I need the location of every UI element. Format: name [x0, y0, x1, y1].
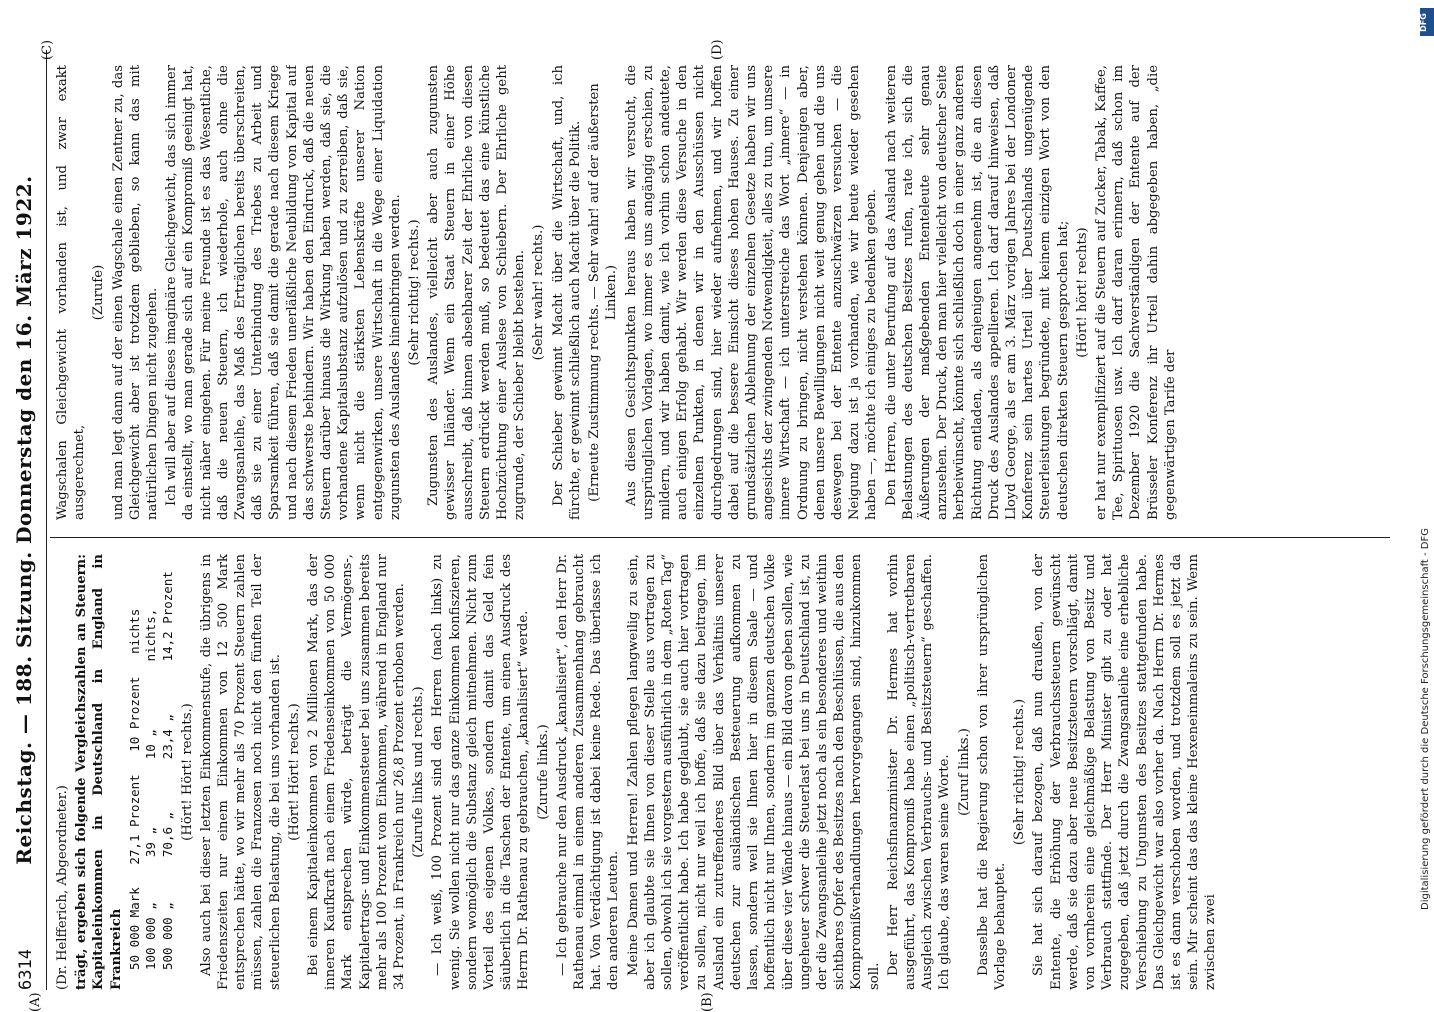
table-row: 100 000 „ 39 „ 10 „ nichts,: [143, 608, 159, 970]
tax-comparison-table: [127, 554, 177, 970]
margin-marker-c: (C): [40, 39, 55, 60]
paragraph: Sie hat sich darauf bezogen, daß nun draußen, von der Entente, die Erhöhung der Verbrauchssteuern gewünscht werde, daß sie dazu aber neue Besitzsteuern vorschlägt, damit von vornherein eine gleichmäßige Belastung von Besitz und Verbrauch stattfinde. Der Herr Minister gibt zu oder hat zugegeben, daß jetzt durch die Zwangsanleihe eine erhebliche Verschiebung zu Ungunsten des Besitzes stattgefunden habe. Das Gleichgewicht war also vorher da. Nach Herrn Dr. Hermes ist es dann verschoben worden, und trotzdem soll es jetzt da sein. Mir scheint das das kleine Hexeneinmaleins zu sein. Wenn zwischen zwei: [1031, 554, 1219, 990]
interjection: (Hört! Hört! rechts.): [179, 703, 195, 841]
dfg-logo: DFG: [1420, 8, 1434, 36]
header-rule: [46, 50, 47, 990]
interjection: (Erneute Zustimmung rechts. — Sehr wahr! auf der äußersten Linken.): [587, 83, 620, 502]
margin-marker-a: (A): [28, 992, 43, 1012]
page-header: [10, 50, 46, 990]
paragraph: Ich will aber auf dieses imaginäre Gleichgewicht, das sich immer da einstellt, wo man gerade sich auf ein Kompromiß geeinigt hat, nicht näher eingehen. Für meine Freunde ist es das Wesentliche, daß die neuen Steuern, ich wiederhole, auch ohne die Zwangsanleihe, das Maß des Erträglichen bereits überschreiten, daß sie zu einer Unterbindung des Triebes zu Arbeit und Sparsamkeit führen, daß sie damit die gerade nach diesem Kriege und nach diesem Frieden unerläßliche Neubildung von Kapital auf das schwerste behindern. Wir haben den Eindruck, daß die neuen Steuern darüber hinaus die Wirkung haben werden, daß sie, die vorhandene Kapitalsubstanz aufzulösen und zu zerreiben, daß sie, wenn nicht die stärksten Lebenskräfte unserer Nation entgegenwirken, unsere Wirtschaft in die Wege einer Liquidation zugunsten des Auslandes hineinbringen werden.: [164, 65, 403, 520]
right-column: [54, 65, 1384, 520]
speaker-note: (Dr. Helfferich, Abgeordneter.): [55, 785, 70, 990]
paragraph: Zugunsten des Auslandes, vielleicht aber auch zugunsten gewisser Inländer. Wenn ein Staat Steuern in einer Höhe ausschreibt, daß binnen absehbarer Zeit der Ehrliche von diesen Steuern erdrückt werden muß, so bedeutet das eine künstliche Hochzüchtung einer Auslese von Schiebern. Der Ehrliche geht zugrunde, der Schieber bleibt bestehen.: [426, 65, 528, 520]
left-column: [54, 554, 1384, 990]
interjection: (Sehr richtig! rechts.): [407, 219, 423, 366]
paragraph: — Ich gebrauche nur den Ausdruck „kanalisiert“, den Herr Dr. Rathenau einmal in einem anderen Zusammenhang gebraucht hat. Von Verdächtigung ist dabei keine Rede. Das überlasse ich den anderen Leuten.: [554, 554, 622, 990]
margin-marker-d: (D): [710, 39, 725, 60]
paragraph: Aus diesen Gesichtspunkten heraus haben wir versucht, die ursprünglichen Vorlagen, wo immer es uns angängig erschien, zu mildern, und wir haben damit, wie ich vorhin schon andeutete, auch einigen Erfolg gehabt. Wir werden diese Versuche in den einzelnen Punkten, in denen wir in den Ausschüssen nicht durchgedrungen sind, hier wieder aufnehmen, und wir hoffen dabei auf die bessere Einsicht dieses hohen Hauses. Zu einer grundsätzlichen Ablehnung der einzelnen Gesetze haben wir uns angesichts der zwingenden Notwendigkeit, alles zu tun, um unsere innere Wirtschaft — ich unterstreiche das Wort „innere“ — in Ordnung zu bringen, nicht verstehen können. Denjenigen aber, denen unsere Bewilligungen nicht weit genug gehen und die uns deswegen bei der Entente anzuschwärzen versuchen — die Neigung dazu ist ja vorhanden, wie wir heute wieder gesehen haben —, möchte ich einiges zu bedenken geben.: [623, 65, 880, 520]
interjection: (Hört! Hört! rechts.): [286, 703, 302, 841]
table-row: 50 000 Mark 27,1 Prozent 10 Prozent nichts: [126, 608, 142, 970]
interjection: (Sehr wahr! rechts.): [531, 224, 547, 361]
column-divider: [50, 537, 1390, 538]
running-title: Reichstag. — 188. Sitzung. Donnerstag den 16. März 1922.: [12, 175, 36, 865]
interjection: (Zurufe links und rechts.): [411, 686, 427, 858]
paragraph: — Ich weiß, 100 Prozent sind den Herren (nach links) zu wenig. Sie wollen nicht nur das ganze Einkommen konfiszieren, sondern womöglich die Substanz gleich mitnehmen. Nicht zum Vorteil des eigenen Volkes, sondern damit das Geld fein säuberlich in die Taschen der Entente, um einen Ausdruck des Herrn Dr. Rathenau zu gebrauchen, „kanalisiert“ werde.: [430, 554, 532, 990]
paragraph: Den Herren, die unter Berufung auf das Ausland nach weiteren Belastungen des deutschen Besitzes rufen, rate ich, sich die Äußerungen der maßgebenden Ententeleute sehr genau anzusehen. Der Druck, den man hier vielleicht von deutscher Seite herbeiwünscht, könnte sich schließlich doch in einer ganz anderen Richtung entladen, als denjenigen angenehm ist, die an diesen Druck des Auslandes appellieren. Ich darf darauf hinweisen, daß Lloyd George, als er am 3. März vorigen Jahres bei der Londoner Konferenz sein hartes Urteil über Deutschlands ungenügende Steuerleistungen begründete, mit keinem einzigen Wort von den deutschen direkten Steuern gesprochen hat;: [883, 65, 1071, 520]
margin-marker-b: (B): [700, 992, 715, 1012]
page-number: 6314: [16, 949, 36, 990]
interjection: (Sehr richtig! rechts.): [1012, 698, 1028, 846]
paragraph: er hat nur exemplifiziert auf die Steuern auf Zucker, Tabak, Kaffee, Tee, Spirituosen usw. Ich darf daran erinnern, daß schon im Dezember 1920 die Sachverständigen der Entente auf der Brüsseler Konferenz ihr Urteil dahin abgegeben haben, „die gegenwärtigen Tarife der: [1093, 65, 1178, 520]
paragraph: Also auch bei dieser letzten Einkommenstufe, die übrigens in Friedenszeiten nur einem Einkommen von 12 500 Mark entsprechen hätte, wo wir mehr als 70 Prozent Steuern zahlen müssen, zahlen die Franzosen noch nicht den fünften Teil der steuerlichen Belastung, die bei uns vorhanden ist.: [198, 554, 283, 990]
paragraph: und man legt dann auf der einen Wagschale einen Zentner zu, das Gleichgewicht aber ist trotzdem geblieben, so kann das mit natürlichen Dingen nicht zugehen.: [110, 65, 161, 520]
paragraph: Der Herr Reichsfinanzminister Dr. Hermes hat vorhin ausgeführt, das Kompromiß habe einen „politisch-vertretbaren Ausgleich zwischen Verbrauchs- und Besitzsteuern“ geschaffen. Ich glaube, das waren seine Worte.: [885, 554, 953, 990]
paragraph: trägt, ergeben sich folgende Vergleichszahlen an Steuern: Kapitaleinkommen in Deutschland in England in Frankreich: [74, 554, 124, 990]
interjection: (Zurufe): [91, 264, 107, 321]
interjection: (Zurufe links.): [535, 724, 551, 820]
paragraph: Dasselbe hat die Regierung schon von ihrer ursprünglichen Vorlage behauptet.: [975, 554, 1008, 990]
digitization-credit: [1420, 110, 1434, 910]
table-row: 500 000 „ 70,6 „ 23,4 „ 14,2 Prozent: [160, 571, 175, 970]
paragraph: Wagschalen Gleichgewicht vorhanden ist, und zwar exakt ausgerechnet,: [55, 65, 88, 520]
interjection: (Hört! hört! rechts): [1074, 227, 1090, 358]
paragraph: Der Schieber gewinnt Macht über die Wirtschaft, und, ich fürchte, er gewinnt schließlich auch Macht über die Politik.: [550, 65, 583, 520]
paragraph: Bei einem Kapitaleinkommen von 2 Millionen Mark, das der inneren Kaufkraft nach einem Friedenseinkommen von 50 000 Mark entsprechen würde, beträgt die Vermögens-, Kapitalertrags- und Einkommensteuer bei uns zusammen bereits mehr als 100 Prozent vom Einkommen, während in England nur 34 Prozent, in Frankreich nur 26,8 Prozent erhoben werden.: [306, 554, 408, 990]
credit-text: Digitalisierung gefördert durch die Deutsche Forschungsgemeinschaft - DFG: [1420, 527, 1431, 910]
interjection: (Zuruf links.): [956, 728, 972, 816]
paragraph: Meine Damen und Herren! Zahlen pflegen langweilig zu sein, aber ich glaubte sie Ihnen von dieser Stelle aus vortragen zu sollen, obwohl ich sie vorgestern ausführlich in dem „Roten Tag“ veröffentlicht habe. Ich habe geglaubt, sie auch hier vortragen zu sollen, nicht nur weil ich hoffe, daß sie dazu beitragen, im Ausland ein zutreffenderes Bild über das Verhältnis unserer deutschen zur ausländischen Besteuerung aufkommen zu lassen, sondern weil sie Ihnen hier in diesem Saale — und hoffentlich nicht nur Ihnen, sondern im ganzen deutschen Volke über diese vier Wände hinaus — ein Bild davon geben sollen, wie ungeheuer schwer die Steuerlast bei uns in Deutschland ist, zu der die Zwangsanleihe jetzt noch als ein besonderes und weithin sichtbares Opfer des Besitzes nach den Beschlüssen, die aus den Kompromißverhandlungen hervorgegangen sind, hinzukommen soll.: [625, 554, 882, 990]
rotated-page: [10, 39, 1410, 1012]
